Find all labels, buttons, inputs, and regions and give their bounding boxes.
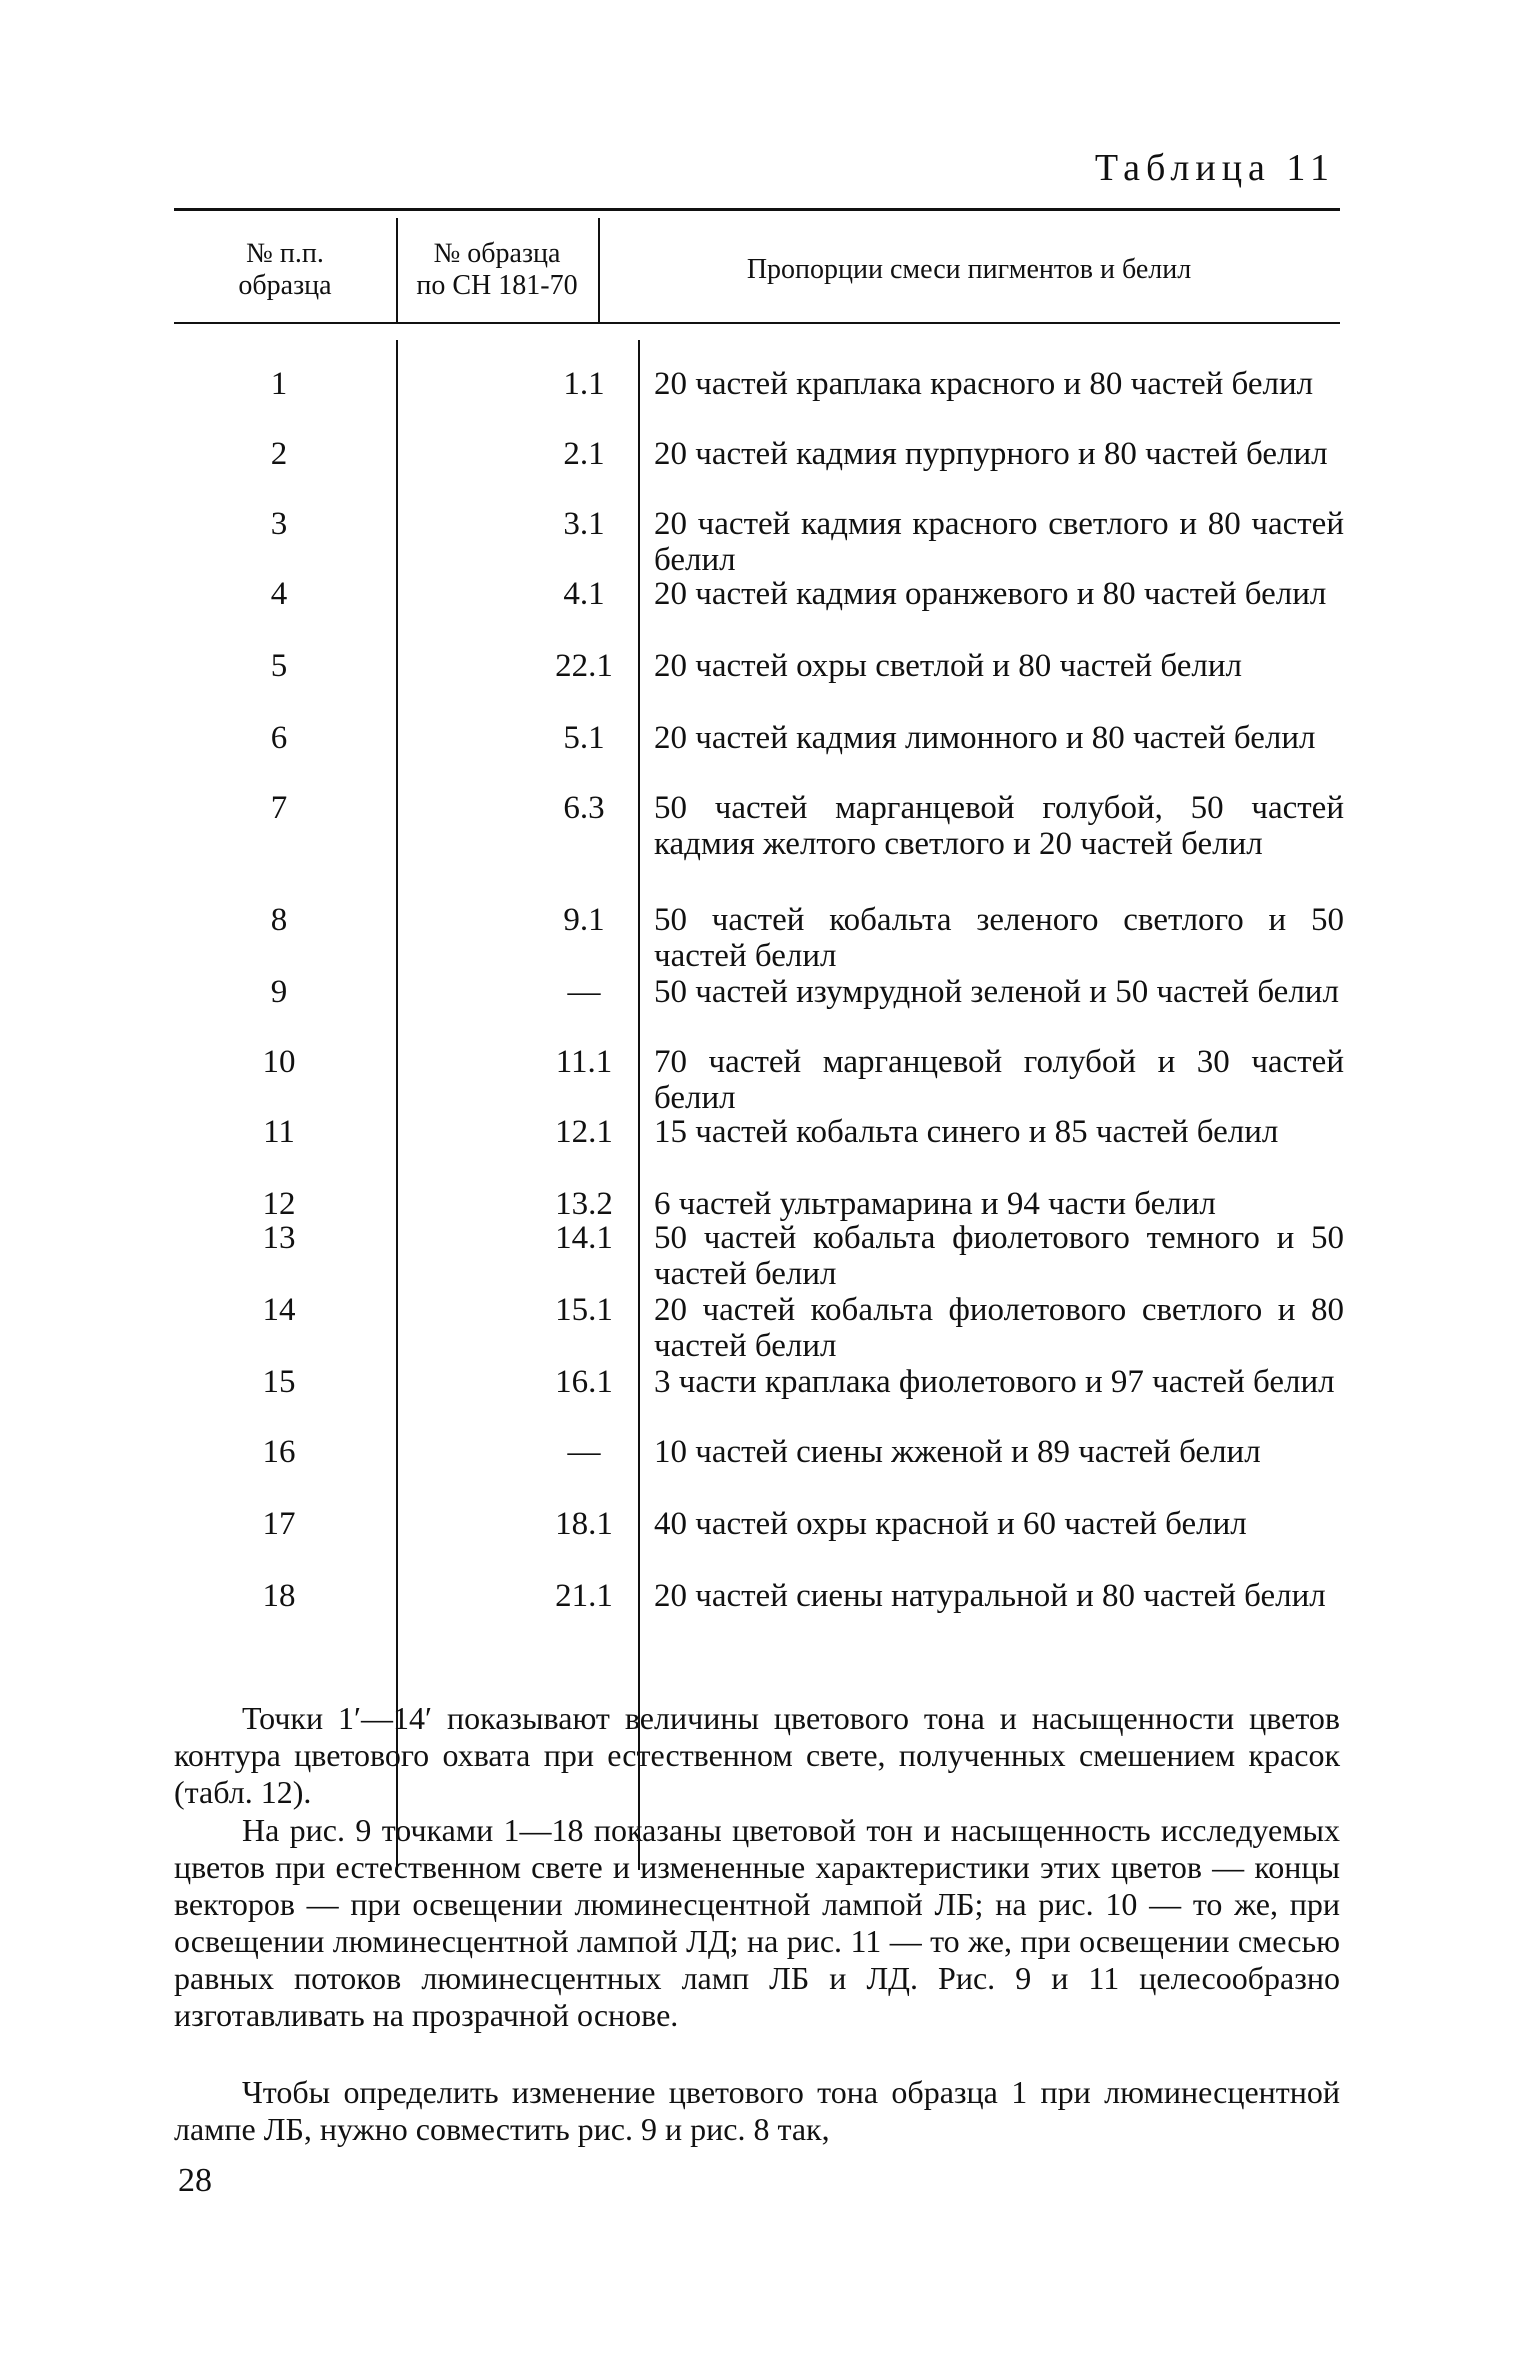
row-description: 10 частей сиены жженой и 89 частей белил (654, 1434, 1261, 1470)
row-reference: 11.1 (555, 1044, 613, 1080)
body-divider-2 (638, 340, 640, 1870)
row-reference: 21.1 (555, 1578, 613, 1614)
row-reference: 18.1 (555, 1506, 613, 1542)
row-reference: 4.1 (563, 576, 605, 612)
row-number: 4 (270, 576, 288, 612)
paragraph-1: Точки 1′—14′ показывают величины цветового тона и насыщенности цветов контура цветового охвата при естественном свете, полученных смешением красок (табл. 12). (174, 1700, 1340, 1810)
row-reference: 5.1 (563, 720, 605, 756)
row-reference: — (567, 1434, 601, 1470)
row-reference: 9.1 (563, 902, 605, 938)
row-number: 5 (270, 648, 288, 684)
row-reference: 13.2 (555, 1186, 613, 1222)
row-reference: 12.1 (555, 1114, 613, 1150)
row-reference: — (567, 974, 601, 1010)
row-description: 20 частей кадмия лимонного и 80 частей белил (654, 720, 1316, 756)
row-number: 8 (270, 902, 288, 938)
row-description: 3 части краплака фиолетового и 97 частей белил (654, 1364, 1335, 1400)
row-reference: 14.1 (555, 1220, 613, 1256)
row-description: 20 частей кадмия оранжевого и 80 частей белил (654, 576, 1327, 612)
header-sample-number (174, 222, 396, 318)
row-number: 6 (270, 720, 288, 756)
row-number: 10 (262, 1044, 296, 1080)
row-description: 50 частей кобальта фиолетового темного и 50 частей белил (654, 1220, 1344, 1292)
header-col2-line2: по СН 181-70 (416, 270, 578, 301)
row-description: 20 частей кадмия красного светлого и 80 частей белил (654, 506, 1344, 578)
page-number: 28 (178, 2162, 212, 2199)
row-number: 1 (270, 366, 288, 402)
body-divider-1 (396, 340, 398, 1870)
row-reference: 6.3 (563, 790, 605, 826)
row-number: 16 (262, 1434, 296, 1470)
row-description: 6 частей ультрамарина и 94 части белил (654, 1186, 1216, 1222)
header-col3: Пропорции смеси пигментов и белил (746, 254, 1192, 285)
header-proportions (598, 222, 1340, 318)
header-standard-number (396, 222, 598, 318)
row-description: 70 частей марганцевой голубой и 30 частей белил (654, 1044, 1344, 1116)
row-number: 3 (270, 506, 288, 542)
row-description: 20 частей сиены натуральной и 80 частей белил (654, 1578, 1326, 1614)
row-number: 14 (262, 1292, 296, 1328)
row-number: 11 (263, 1114, 295, 1150)
row-number: 7 (270, 790, 288, 826)
row-number: 13 (262, 1220, 296, 1256)
table-caption: Таблица 11 (1094, 147, 1335, 189)
row-reference: 3.1 (563, 506, 605, 542)
row-number: 17 (262, 1506, 296, 1542)
row-number: 2 (270, 436, 288, 472)
row-number: 12 (262, 1186, 296, 1222)
row-description: 50 частей кобальта зеленого светлого и 50 частей белил (654, 902, 1344, 974)
row-description: 15 частей кобальта синего и 85 частей белил (654, 1114, 1279, 1150)
row-reference: 15.1 (555, 1292, 613, 1328)
paragraph-2: На рис. 9 точками 1—18 показаны цветовой тон и насыщенность исследуемых цветов при естественном свете и измененные характеристики этих цветов — концы векторов — при освещении люминесцентной лампой ЛБ; на рис. 10 — то же, при освещении люминесцентной лампой ЛД; на рис. 11 — то же, при освещении смесью равных потоков люминесцентных ламп ЛБ и ЛД. Рис. 9 и 11 целесообразно изготавливать на прозрачной основе. (174, 1812, 1340, 2033)
row-description: 20 частей кадмия пурпурного и 80 частей белил (654, 436, 1328, 472)
row-reference: 16.1 (555, 1364, 613, 1400)
row-number: 15 (262, 1364, 296, 1400)
table-top-rule (174, 208, 1340, 211)
paragraph-3: Чтобы определить изменение цветового тона образца 1 при люминесцентной лампе ЛБ, нужно совместить рис. 9 и рис. 8 так, (174, 2074, 1340, 2147)
row-number: 9 (270, 974, 288, 1010)
row-reference: 2.1 (563, 436, 605, 472)
row-description: 50 частей марганцевой голубой, 50 частей кадмия желтого светлого и 20 частей белил (654, 790, 1344, 862)
row-description: 40 частей охры красной и 60 частей белил (654, 1506, 1247, 1542)
row-number: 18 (262, 1578, 296, 1614)
row-description: 50 частей изумрудной зеленой и 50 частей белил (654, 974, 1339, 1010)
header-bottom-rule (174, 322, 1340, 324)
row-reference: 22.1 (555, 648, 613, 684)
header-col1-line2: образца (238, 270, 332, 301)
row-description: 20 частей кобальта фиолетового светлого и 80 частей белил (654, 1292, 1344, 1364)
row-description: 20 частей охры светлой и 80 частей белил (654, 648, 1243, 684)
header-col1-line1: № п.п. (246, 238, 324, 269)
row-description: 20 частей краплака красного и 80 частей белил (654, 366, 1314, 402)
row-reference: 1.1 (563, 366, 605, 402)
header-col2-line1: № образца (433, 238, 561, 269)
